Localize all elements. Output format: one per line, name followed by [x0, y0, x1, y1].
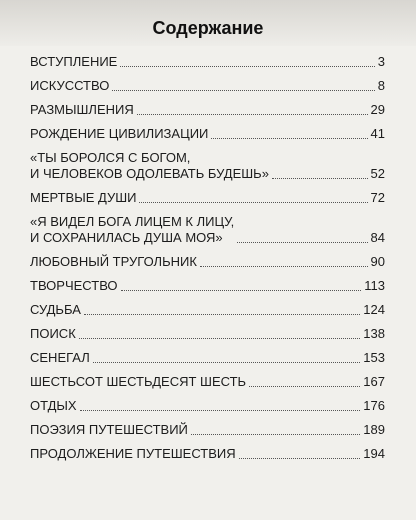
dot-leader: [139, 201, 367, 203]
dot-leader: [84, 313, 360, 315]
dot-leader: [191, 433, 360, 435]
dot-leader: [112, 89, 374, 91]
toc-entry: [30, 302, 385, 318]
toc-entry: [30, 150, 385, 182]
toc-entry-title: [30, 78, 109, 94]
toc-entry-title: [30, 126, 208, 142]
toc-entry: [30, 102, 385, 118]
toc-entry: [30, 78, 385, 94]
toc-entry-title: [30, 446, 236, 462]
toc-entry: [30, 374, 385, 390]
toc-entry: [30, 350, 385, 366]
toc-entry-title-line: ЛЮБОВНЫЙ ТРУГОЛЬНИК: [30, 254, 197, 269]
toc-entry-title-line: СЕНЕГАЛ: [30, 350, 90, 365]
toc-entry: [30, 54, 385, 70]
toc-entry: [30, 398, 385, 414]
toc-entry: [30, 214, 385, 246]
toc-entry-title: [30, 214, 234, 246]
toc-entry-title-line: И ЧЕЛОВЕКОВ ОДОЛЕВАТЬ БУДЕШЬ»: [30, 166, 269, 181]
toc-entry-title-line: «ТЫ БОРОЛСЯ С БОГОМ,: [30, 150, 191, 165]
toc-entry-page-number: 194: [363, 446, 385, 461]
toc-entry-title-line: СУДЬБА: [30, 302, 81, 317]
toc-entry-title-line: ИСКУССТВО: [30, 78, 110, 93]
toc-entry-page-number: 124: [363, 302, 385, 317]
dot-leader: [211, 137, 367, 139]
toc-entry: [30, 190, 385, 206]
dot-leader: [121, 289, 362, 291]
toc-entry: [30, 254, 385, 270]
toc-entry-title: [30, 102, 134, 118]
toc-entry: [30, 326, 385, 342]
toc-entry-page-number: 176: [363, 398, 385, 413]
toc-entry-title-line: ТВОРЧЕСТВО: [30, 278, 118, 293]
toc-entry-title-line: ШЕСТЬСОТ ШЕСТЬДЕСЯТ ШЕСТЬ: [30, 374, 247, 389]
toc-entry-title: [30, 54, 117, 70]
toc-entry-title: [30, 398, 77, 414]
toc-entry-title-line: ОТДЫХ: [30, 398, 77, 413]
toc-entry-title-line: РОЖДЕНИЕ ЦИВИЛИЗАЦИИ: [30, 126, 209, 141]
toc-entry-title: [30, 278, 118, 294]
dot-leader: [79, 337, 361, 339]
toc-entry-page-number: 167: [363, 374, 385, 389]
dot-leader: [200, 265, 368, 267]
toc-entry-page-number: 8: [377, 78, 385, 93]
dot-leader: [137, 113, 368, 115]
toc-entry-page-number: 41: [370, 126, 385, 141]
toc-entry-page-number: 52: [370, 166, 385, 181]
toc-entry: [30, 126, 385, 142]
dot-leader: [120, 65, 374, 67]
toc-entry-page-number: 84: [370, 230, 385, 245]
toc-entry-title-line: «Я ВИДЕЛ БОГА ЛИЦЕМ К ЛИЦУ,: [30, 214, 235, 229]
toc-entry-title-line: ВСТУПЛЕНИЕ: [30, 54, 118, 69]
toc-entry-title: [30, 350, 90, 366]
toc-entry-title: [30, 302, 81, 318]
dot-leader: [239, 457, 361, 459]
toc-entry-title-line: ПОЭЗИЯ ПУТЕШЕСТВИЙ: [30, 422, 188, 437]
toc-entry-title-line: И СОХРАНИЛАСЬ ДУША МОЯ»: [30, 230, 223, 245]
toc-entry-title: [30, 374, 246, 390]
toc-entry-page-number: 29: [370, 102, 385, 117]
dot-leader: [93, 361, 361, 363]
toc-entry-page-number: 138: [363, 326, 385, 341]
table-of-contents: [30, 54, 385, 470]
toc-entry: [30, 446, 385, 462]
toc-entry-title: [30, 150, 269, 182]
toc-entry-page-number: 72: [370, 190, 385, 205]
dot-leader: [80, 409, 361, 411]
toc-entry-page-number: 153: [363, 350, 385, 365]
toc-entry-page-number: 3: [377, 54, 385, 69]
dot-leader: [237, 241, 367, 243]
toc-entry-title: [30, 254, 197, 270]
page-title: Содержание: [152, 18, 264, 38]
toc-entry-title-line: РАЗМЫШЛЕНИЯ: [30, 102, 134, 117]
dot-leader: [272, 177, 368, 179]
toc-entry-title: [30, 190, 136, 206]
toc-entry: [30, 278, 385, 294]
toc-entry-title-line: ПРОДОЛЖЕНИЕ ПУТЕШЕСТВИЯ: [30, 446, 236, 461]
toc-entry-page-number: 189: [363, 422, 385, 437]
toc-entry-title: [30, 326, 76, 342]
toc-entry: [30, 422, 385, 438]
toc-entry-title: [30, 422, 188, 438]
dot-leader: [249, 385, 360, 387]
toc-entry-title-line: ПОИСК: [30, 326, 76, 341]
toc-entry-title-line: МЕРТВЫЕ ДУШИ: [30, 190, 137, 205]
toc-entry-page-number: 90: [370, 254, 385, 269]
toc-entry-page-number: 113: [364, 278, 385, 293]
